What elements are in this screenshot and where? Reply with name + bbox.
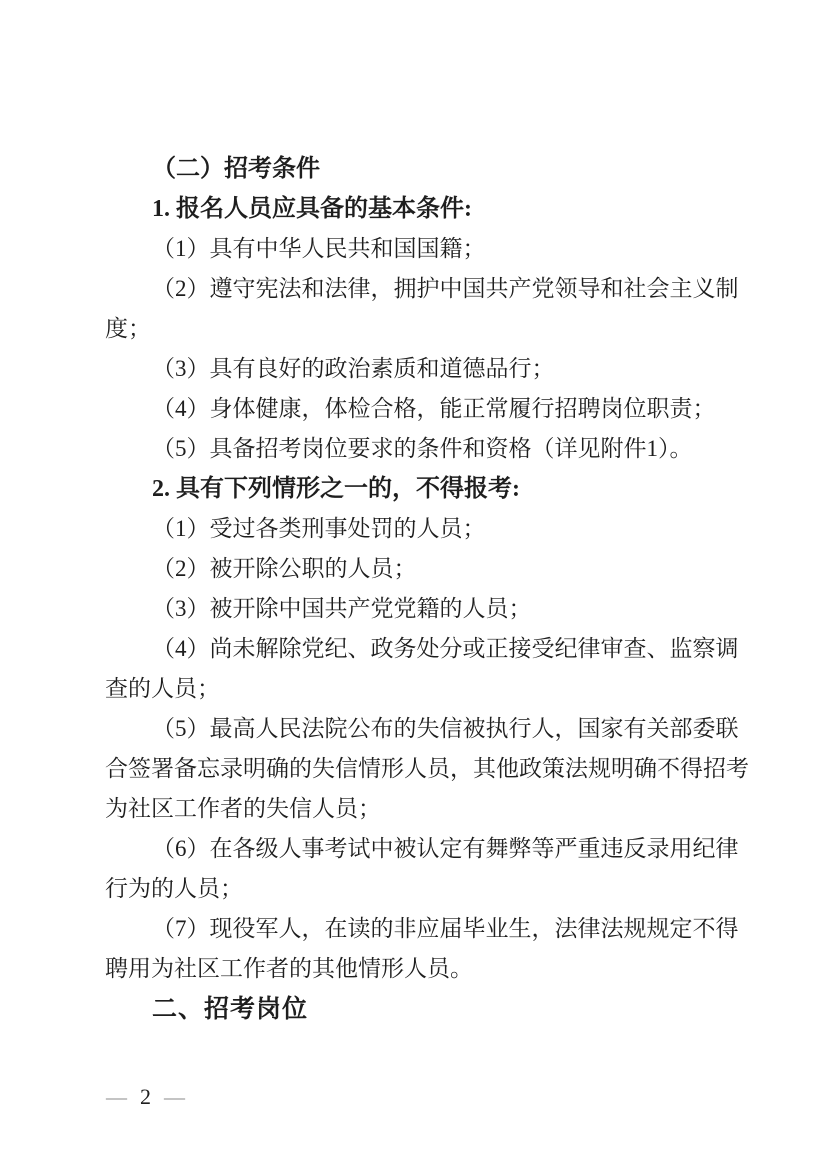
basic-condition-1: （1）具有中华人民共和国国籍； xyxy=(152,236,486,261)
heading-recruitment-positions: 二、招考岗位 xyxy=(152,995,309,1023)
disqualification-4-line2: 查的人员； xyxy=(105,676,220,701)
basic-condition-5: （5）具备招考岗位要求的条件和资格（详见附件1）。 xyxy=(152,436,693,461)
heading-disqualifying-conditions: 2. 具有下列情形之一的，不得报考: xyxy=(152,476,520,502)
page-number-footer xyxy=(106,1080,185,1114)
disqualification-5-line2: 合签署备忘录明确的失信情形人员，其他政策法规明确不得招考 xyxy=(105,756,749,781)
disqualification-5-line1: （5）最高人民法院公布的失信被执行人，国家有关部委联 xyxy=(152,716,739,741)
page-number: 2 xyxy=(140,1084,151,1109)
disqualification-5-line3: 为社区工作者的失信人员； xyxy=(105,796,381,821)
disqualification-4-line1: （4）尚未解除党纪、政务处分或正接受纪律审查、监察调 xyxy=(152,636,739,661)
disqualification-3: （3）被开除中国共产党党籍的人员； xyxy=(152,596,532,621)
disqualification-6-line1: （6）在各级人事考试中被认定有舞弊等严重违反录用纪律 xyxy=(152,836,739,861)
disqualification-1: （1）受过各类刑事处罚的人员； xyxy=(152,516,486,541)
heading-basic-conditions: 1. 报名人员应具备的基本条件: xyxy=(152,196,472,222)
disqualification-7-line1: （7）现役军人，在读的非应届毕业生，法律法规规定不得 xyxy=(152,916,739,941)
disqualification-2: （2）被开除公职的人员； xyxy=(152,556,417,581)
footer-dash-left: — xyxy=(106,1084,127,1109)
heading-recruitment-conditions: （二）招考条件 xyxy=(152,156,320,182)
basic-condition-3: （3）具有良好的政治素质和道德品行； xyxy=(152,356,555,381)
disqualification-7-line2: 聘用为社区工作者的其他情形人员。 xyxy=(105,956,473,981)
basic-condition-4: （4）身体健康，体检合格，能正常履行招聘岗位职责； xyxy=(152,396,716,421)
footer-dash-right: — xyxy=(164,1084,185,1109)
disqualification-6-line2: 行为的人员； xyxy=(105,876,243,901)
basic-condition-2-line1: （2）遵守宪法和法律，拥护中国共产党领导和社会主义制 xyxy=(152,276,739,301)
document-body xyxy=(105,149,749,1029)
basic-condition-2-line2: 度； xyxy=(105,316,151,341)
